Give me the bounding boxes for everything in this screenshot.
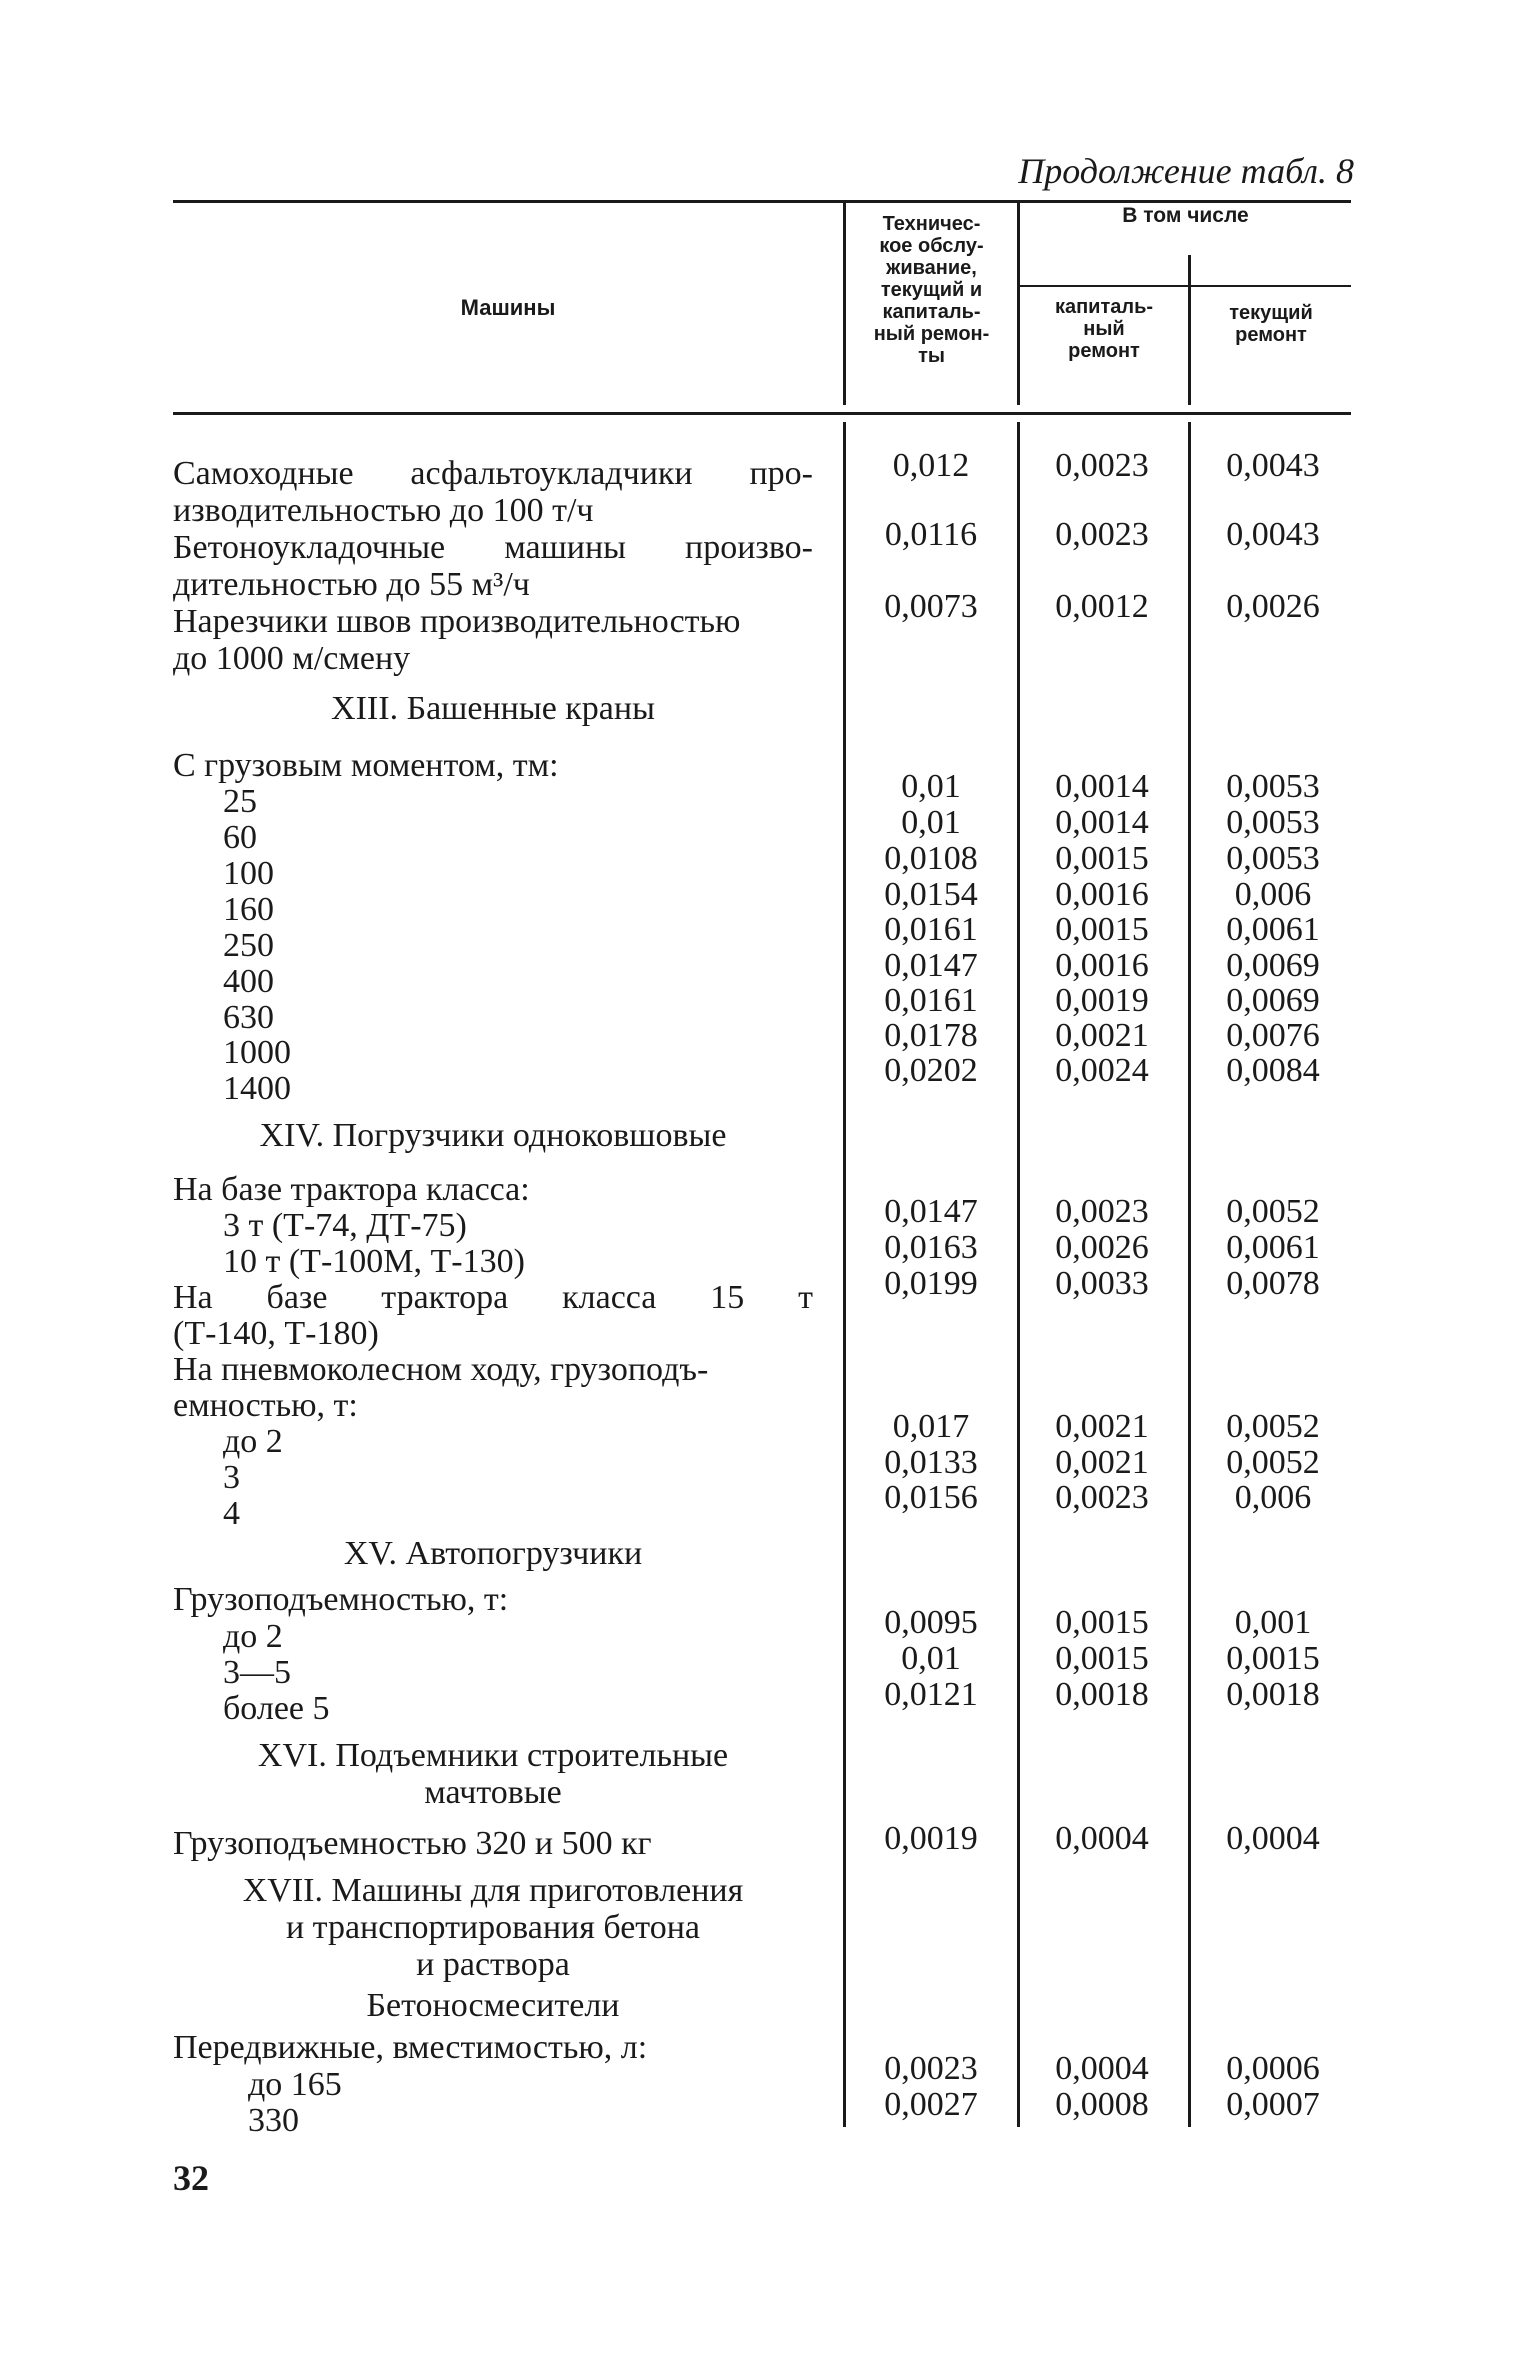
tech-service-value: 0,0178 <box>884 1017 978 1054</box>
row-label: С грузовым моментом, тм: <box>173 747 559 784</box>
capital-repair-value: 0,0016 <box>1055 947 1149 984</box>
body-vline-3 <box>1188 422 1191 2127</box>
header-current-repair: текущий ремонт <box>1229 302 1313 346</box>
row-label: Грузоподъемностью, т: <box>173 1581 509 1618</box>
current-repair-value: 0,0043 <box>1226 447 1320 484</box>
current-repair-value: 0,006 <box>1234 1479 1312 1516</box>
tech-service-value: 0,0163 <box>884 1229 978 1266</box>
capital-repair-value: 0,0008 <box>1055 2086 1149 2123</box>
row-label: 100 <box>223 855 274 892</box>
row-label: 1000 <box>223 1034 291 1071</box>
current-repair-value: 0,0076 <box>1226 1017 1320 1054</box>
tech-service-value: 0,01 <box>901 768 961 805</box>
row-label: 250 <box>223 927 274 964</box>
body-vline-2 <box>1017 422 1020 2127</box>
section-heading: XVII. Машины для приготовления <box>242 1872 744 1909</box>
tech-service-value: 0,01 <box>901 804 961 841</box>
header-tech-service: Техничес- кое обслу- живание, текущий и капиталь- ный ремон- ты <box>873 213 990 367</box>
current-repair-value: 0,0052 <box>1226 1408 1320 1445</box>
section-heading: Бетоносмесители <box>366 1987 620 2024</box>
row-label: 400 <box>223 963 274 1000</box>
current-repair-value: 0,0053 <box>1226 804 1320 841</box>
header-including: В том числе <box>1122 204 1249 227</box>
row-label: до 2 <box>223 1423 283 1460</box>
tech-service-value: 0,0161 <box>884 982 978 1019</box>
capital-repair-value: 0,0015 <box>1055 840 1149 877</box>
tech-service-value: 0,0147 <box>884 947 978 984</box>
capital-repair-value: 0,0015 <box>1055 1604 1149 1641</box>
section-heading: мачтовые <box>424 1774 562 1811</box>
row-label: 3 <box>223 1459 240 1496</box>
tech-service-value: 0,012 <box>892 447 970 484</box>
row-label: 4 <box>223 1495 240 1532</box>
current-repair-value: 0,0006 <box>1226 2050 1320 2087</box>
tech-service-value: 0,0073 <box>884 588 978 625</box>
row-label: На базе трактора класса 15 т <box>173 1279 813 1316</box>
current-repair-value: 0,006 <box>1234 876 1312 913</box>
row-label: (Т-140, Т-180) <box>173 1315 379 1352</box>
header-top-rule <box>173 200 1351 203</box>
tech-service-value: 0,0161 <box>884 911 978 948</box>
row-label: Бетоноукладочные машины произво- <box>173 529 813 566</box>
tech-service-value: 0,0156 <box>884 1479 978 1516</box>
tech-service-value: 0,0202 <box>884 1052 978 1089</box>
capital-repair-value: 0,0014 <box>1055 804 1149 841</box>
row-label: до 1000 м/смену <box>173 640 411 677</box>
current-repair-value: 0,0053 <box>1226 840 1320 877</box>
row-label: до 2 <box>223 1618 283 1655</box>
current-repair-value: 0,0007 <box>1226 2086 1320 2123</box>
row-label: 3—5 <box>223 1654 291 1691</box>
section-heading: и раствора <box>416 1946 570 1983</box>
current-repair-value: 0,0069 <box>1226 947 1320 984</box>
current-repair-value: 0,0004 <box>1226 1820 1320 1857</box>
tech-service-value: 0,0027 <box>884 2086 978 2123</box>
tech-service-value: 0,0095 <box>884 1604 978 1641</box>
capital-repair-value: 0,0023 <box>1055 516 1149 553</box>
header-machines: Машины <box>460 295 556 320</box>
capital-repair-value: 0,0026 <box>1055 1229 1149 1266</box>
capital-repair-value: 0,0004 <box>1055 1820 1149 1857</box>
row-label: Грузоподъемностью 320 и 500 кг <box>173 1825 652 1862</box>
row-label: изводительностью до 100 т/ч <box>173 492 594 529</box>
capital-repair-value: 0,0021 <box>1055 1017 1149 1054</box>
tech-service-value: 0,017 <box>892 1408 970 1445</box>
row-label: 3 т (Т-74, ДТ-75) <box>223 1207 467 1244</box>
section-heading: XIV. Погрузчики одноковшовые <box>259 1117 727 1154</box>
row-label: 25 <box>223 783 257 820</box>
capital-repair-value: 0,0021 <box>1055 1408 1149 1445</box>
capital-repair-value: 0,0021 <box>1055 1444 1149 1481</box>
row-label: 10 т (Т-100М, Т-130) <box>223 1243 525 1280</box>
current-repair-value: 0,0053 <box>1226 768 1320 805</box>
header-bottom-rule <box>173 412 1351 415</box>
current-repair-value: 0,0061 <box>1226 911 1320 948</box>
tech-service-value: 0,0133 <box>884 1444 978 1481</box>
row-label: более 5 <box>223 1690 330 1727</box>
section-heading: XV. Автопогрузчики <box>343 1535 643 1572</box>
current-repair-value: 0,0084 <box>1226 1052 1320 1089</box>
current-repair-value: 0,0078 <box>1226 1265 1320 1302</box>
row-label: 160 <box>223 891 274 928</box>
row-label: дительностью до 55 м³/ч <box>173 566 530 603</box>
row-label: Передвижные, вместимостью, л: <box>173 2029 648 2066</box>
capital-repair-value: 0,0012 <box>1055 588 1149 625</box>
page-number: 32 <box>173 2158 209 2198</box>
capital-repair-value: 0,0015 <box>1055 911 1149 948</box>
current-repair-value: 0,0015 <box>1226 1640 1320 1677</box>
current-repair-value: 0,0052 <box>1226 1193 1320 1230</box>
capital-repair-value: 0,0004 <box>1055 2050 1149 2087</box>
tech-service-value: 0,01 <box>901 1640 961 1677</box>
current-repair-value: 0,0026 <box>1226 588 1320 625</box>
current-repair-value: 0,0043 <box>1226 516 1320 553</box>
row-label: На базе трактора класса: <box>173 1171 530 1208</box>
current-repair-value: 0,0069 <box>1226 982 1320 1019</box>
tech-service-value: 0,0199 <box>884 1265 978 1302</box>
row-label: емностью, т: <box>173 1387 358 1424</box>
tech-service-value: 0,0116 <box>884 516 978 553</box>
capital-repair-value: 0,0023 <box>1055 447 1149 484</box>
row-label: 1400 <box>223 1070 291 1107</box>
tech-service-value: 0,0019 <box>884 1820 978 1857</box>
capital-repair-value: 0,0019 <box>1055 982 1149 1019</box>
tech-service-value: 0,0147 <box>884 1193 978 1230</box>
current-repair-value: 0,0061 <box>1226 1229 1320 1266</box>
capital-repair-value: 0,0033 <box>1055 1265 1149 1302</box>
capital-repair-value: 0,0023 <box>1055 1479 1149 1516</box>
tech-service-value: 0,0154 <box>884 876 978 913</box>
header-capital-repair: капиталь- ный ремонт <box>1054 296 1154 362</box>
tech-service-value: 0,0121 <box>884 1676 978 1713</box>
section-heading: и транспортирования бетона <box>285 1909 700 1946</box>
row-label: Нарезчики швов производительностью <box>173 603 741 640</box>
tech-service-value: 0,0108 <box>884 840 978 877</box>
row-label: до 165 <box>248 2066 342 2103</box>
tech-service-value: 0,0023 <box>884 2050 978 2087</box>
current-repair-value: 0,0018 <box>1226 1676 1320 1713</box>
including-rule <box>1020 285 1351 287</box>
section-heading: XIII. Башенные краны <box>331 690 655 727</box>
section-heading: XVI. Подъемники строительные <box>257 1737 729 1774</box>
row-label: 630 <box>223 999 274 1036</box>
current-repair-value: 0,0052 <box>1226 1444 1320 1481</box>
current-repair-value: 0,001 <box>1234 1604 1312 1641</box>
row-label: Самоходные асфальтоукладчики про- <box>173 455 813 492</box>
capital-repair-value: 0,0015 <box>1055 1640 1149 1677</box>
row-label: На пневмоколесном ходу, грузоподъ- <box>173 1351 709 1388</box>
row-label: 330 <box>248 2102 299 2139</box>
capital-repair-value: 0,0018 <box>1055 1676 1149 1713</box>
table-caption: Продолжение табл. 8 <box>1018 151 1354 191</box>
capital-repair-value: 0,0024 <box>1055 1052 1149 1089</box>
capital-repair-value: 0,0014 <box>1055 768 1149 805</box>
capital-repair-value: 0,0016 <box>1055 876 1149 913</box>
capital-repair-value: 0,0023 <box>1055 1193 1149 1230</box>
row-label: 60 <box>223 819 257 856</box>
